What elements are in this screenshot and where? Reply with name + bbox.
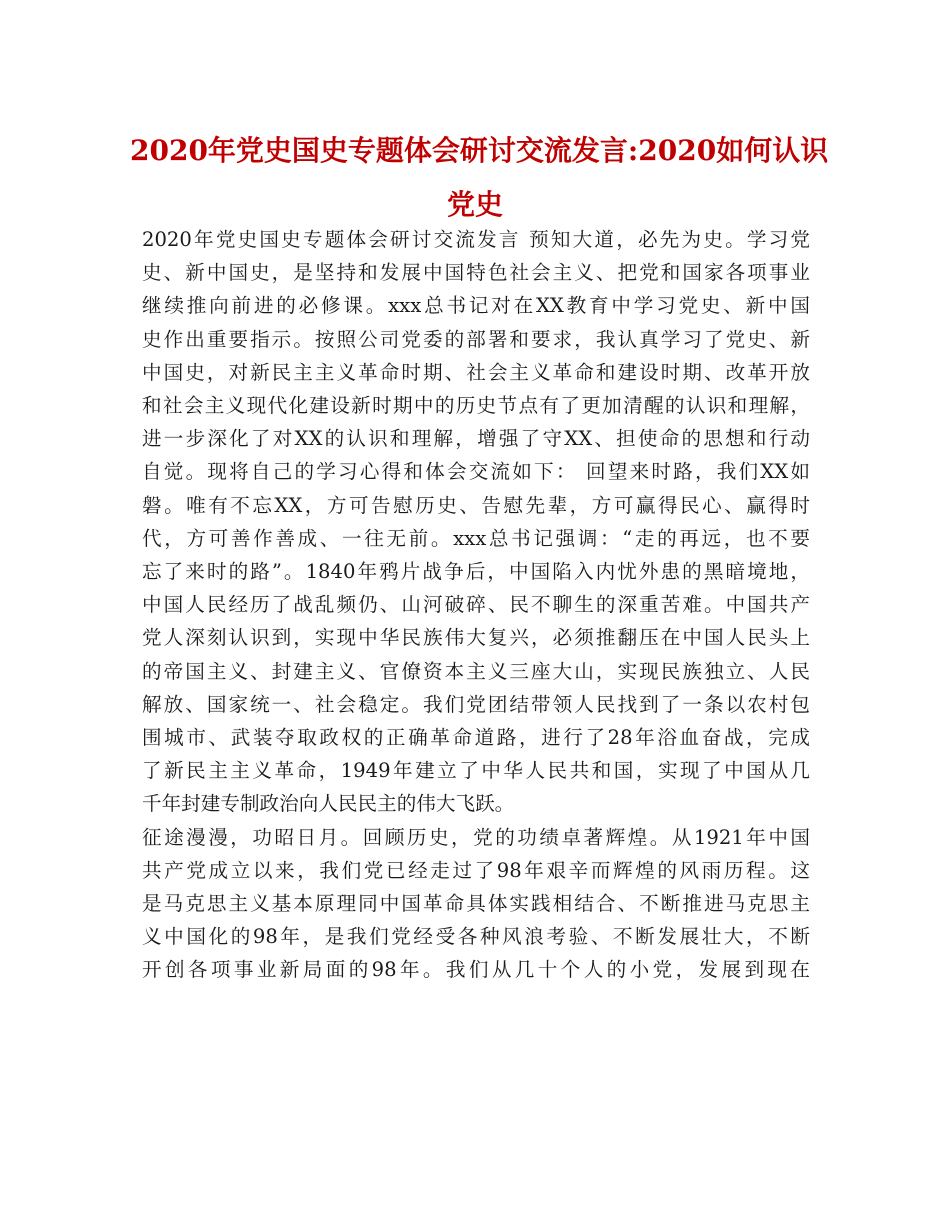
title-line: 党史: [446, 188, 503, 221]
text-line: 解放、国家统一、社会稳定。我们党团结带领人民找到了一条以农村包: [142, 692, 810, 716]
text-line: 代，方可善作善成、一往无前。xxx总书记强调：“走的再远，也不要: [142, 526, 810, 550]
body-paragraph: [142, 223, 810, 821]
text-line: 继续推向前进的必修课。xxx总书记对在XX教育中学习党史、新中国: [142, 294, 810, 318]
text-line: 征途漫漫，功昭日月。回顾历史，党的功绩卓著辉煌。从1921年中国: [142, 825, 810, 849]
body-paragraph: [142, 821, 810, 987]
text-line: 和社会主义现代化建设新时期中的历史节点有了更加清醒的认识和理解，: [142, 394, 810, 418]
text-line: 史作出重要指示。按照公司党委的部署和要求，我认真学习了党史、新: [142, 327, 810, 351]
document-body: [142, 223, 810, 987]
text-line: 围城市、武装夺取政权的正确革命道路，进行了28年浴血奋战，完成: [142, 726, 810, 750]
text-line: 共产党成立以来，我们党已经走过了98年艰辛而辉煌的风雨历程。这: [142, 858, 810, 882]
title-line: 2020年党史国史专题体会研讨交流发言:2020如何认识: [130, 134, 829, 167]
text-line: 史、新中国史，是坚持和发展中国特色社会主义、把党和国家各项事业: [142, 261, 810, 285]
text-line: 义中国化的98年，是我们党经受各种风浪考验、不断发展壮大，不断: [142, 925, 810, 949]
text-line: 自觉。现将自己的学习心得和体会交流如下： 回望来时路，我们XX如: [142, 460, 810, 484]
text-line: 的帝国主义、封建主义、官僚资本主义三座大山，实现民族独立、人民: [142, 659, 810, 683]
text-line: 磐。唯有不忘XX，方可告慰历史、告慰先辈，方可赢得民心、赢得时: [142, 493, 810, 517]
document-title: [130, 124, 829, 232]
text-line: 中国史，对新民主主义革命时期、社会主义革命和建设时期、改革开放: [142, 360, 810, 384]
text-line: 了新民主主义革命，1949年建立了中华人民共和国，实现了中国从几: [142, 759, 810, 783]
text-line: 党人深刻认识到，实现中华民族伟大复兴，必须推翻压在中国人民头上: [142, 626, 810, 650]
text-line: 是马克思主义基本原理同中国革命具体实践相结合、不断推进马克思主: [142, 892, 810, 916]
text-line: 忘了来时的路”。1840年鸦片战争后，中国陷入内忧外患的黑暗境地，: [142, 560, 810, 584]
text-line: 千年封建专制政治向人民民主的伟大飞跃。: [142, 792, 515, 816]
text-line: 2020年党史国史专题体会研讨交流发言 预知大道，必先为史。学习党: [142, 228, 810, 251]
text-line: 开创各项事业新局面的98年。我们从几十个人的小党，发展到现在: [142, 958, 810, 982]
text-line: 进一步深化了对XX的认识和理解，增强了守XX、担使命的思想和行动: [142, 427, 810, 451]
text-line: 中国人民经历了战乱频仍、山河破碎、民不聊生的深重苦难。中国共产: [142, 593, 810, 617]
